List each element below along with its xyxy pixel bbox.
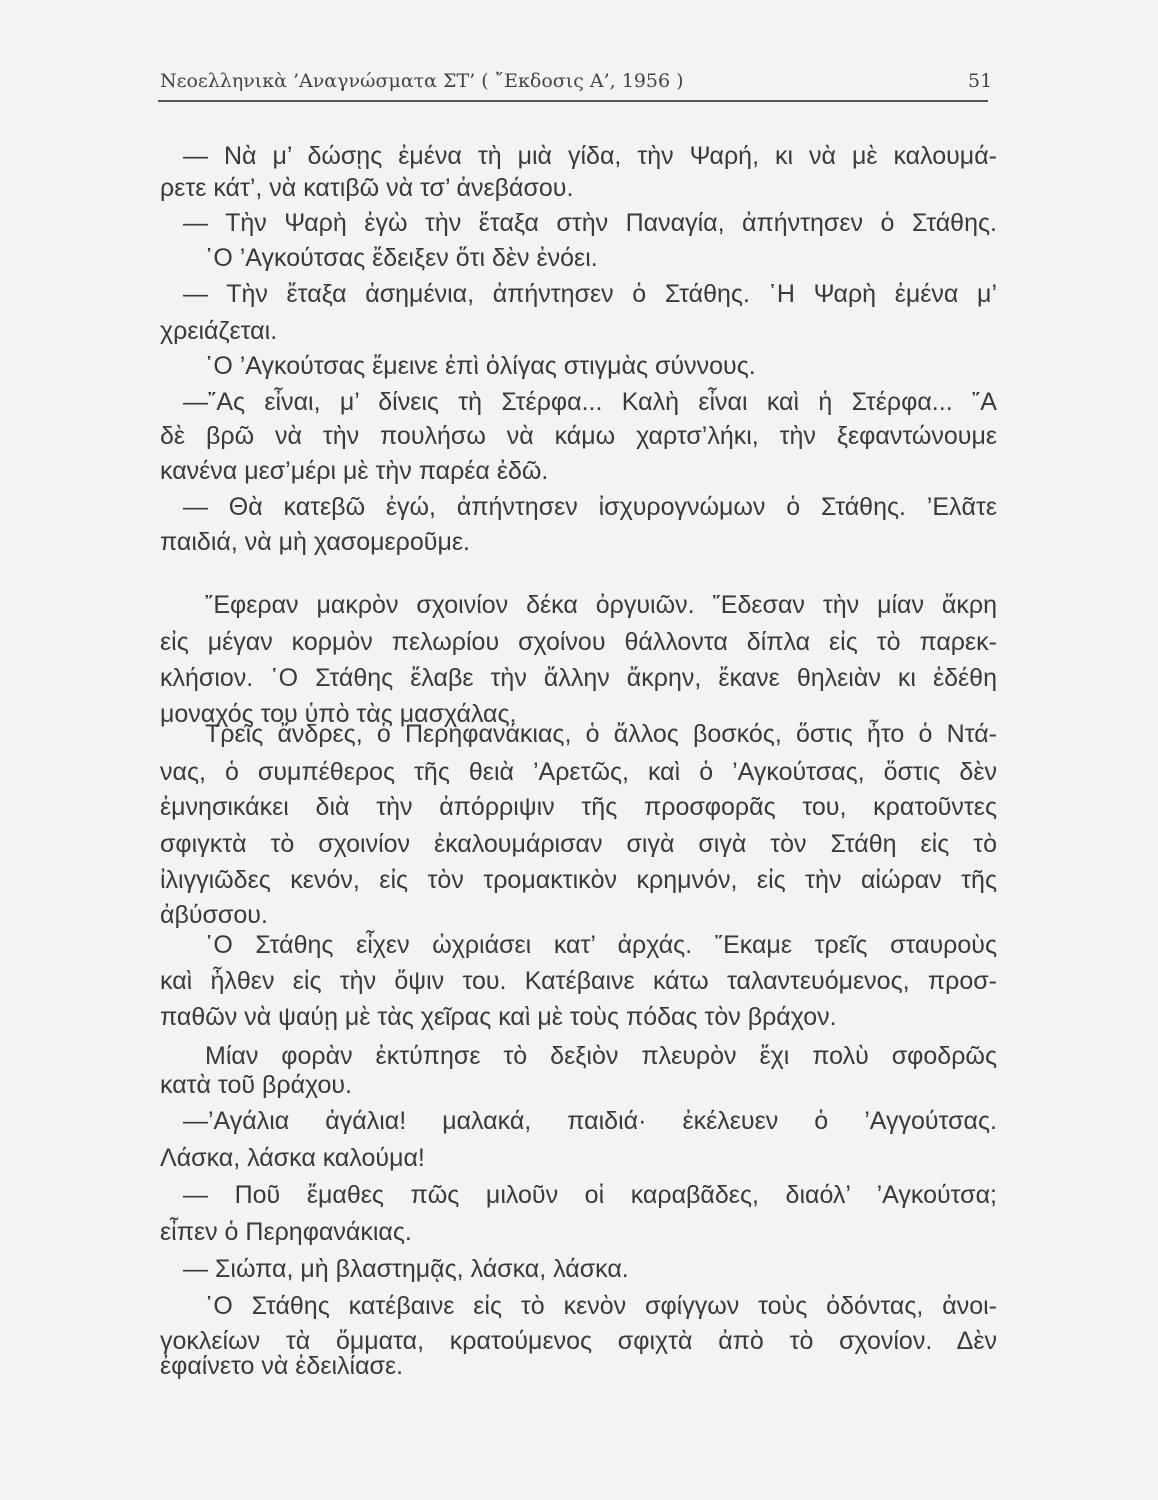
text-line: μοναχός του ὑπὸ τὰς μασχάλας. — [160, 700, 517, 728]
text-line: ἐμνησικάκει διὰ τὴν ἀπόρριψιν τῆς προσφορᾶς του, κρατοῦντες — [160, 793, 997, 821]
text-line: εἶπεν ὁ Περηφανάκιας. — [160, 1218, 412, 1246]
text-line: ῾Ο ’Αγκούτσας ἔδειξεν ὅτι δὲν ἐνόει. — [205, 244, 598, 272]
text-line: γοκλείων τὰ ὄμματα, κρατούμενος σφιχτὰ ἀπὸ τὸ σχονίον. Δὲν — [160, 1327, 997, 1355]
text-line: ἐφαίνετο νὰ ἐδειλίασε. — [160, 1352, 404, 1380]
text-line: Τρεῖς ἄνδρες, ὁ Περηφανάκιας, ὁ ἄλλος βοσκός, ὅστις ἦτο ὁ Ντά- — [205, 720, 997, 748]
text-line: Μίαν φορὰν ἐκτύπησε τὸ δεξιὸν πλευρὸν ἔχι πολὺ σφοδρῶς — [205, 1042, 997, 1070]
text-line: — Νὰ μ’ δώσῃς ἐμένα τὴ μιὰ γίδα, τὴν Ψαρή, κι νὰ μὲ καλουμά- — [183, 142, 997, 170]
page-number: 51 — [968, 70, 993, 92]
text-line: κλήσιον. ῾Ο Στάθης ἔλαβε τὴν ἄλλην ἄκρην, ἔκανε θηλειὰν κι ἐδέθη — [160, 664, 997, 692]
running-header: Νεοελληνικὰ ’Αναγνώσματα ΣΤ’ ( ῎Εκδοσις Α’, 1956 ) — [160, 70, 684, 92]
text-line: δὲ βρῶ νὰ τὴν πουλήσω νὰ κάμω χαρτσ’λήκι, τὴν ξεφαντώνουμε — [160, 422, 997, 450]
text-line: —’Αγάλια ἀγάλια! μαλακά, παιδιά· ἐκέλευεν ὁ ’Αγγούτσας. — [183, 1107, 997, 1135]
text-line: — Ποῦ ἔμαθες πῶς μιλοῦν οἱ καραβᾶδες, διαόλ’ ’Αγκούτσα; — [183, 1181, 997, 1209]
text-line: ῎Εφεραν μακρὸν σχοινίον δέκα ὀργυιῶν. ῎Εδεσαν τὴν μίαν ἄκρη — [205, 591, 997, 619]
text-line: — Τὴν ἔταξα ἀσημένια, ἀπήντησεν ὁ Στάθης. ῾Η Ψαρὴ ἐμένα μ’ — [183, 280, 997, 308]
header-rule — [158, 100, 988, 102]
text-line: παιδιά, νὰ μὴ χασομεροῦμε. — [160, 528, 470, 556]
text-line: — Θὰ κατεβῶ ἐγώ, ἀπήντησεν ἰσχυρογνώμων ὁ Στάθης. ’Ελᾶτε — [183, 493, 997, 521]
text-line: ῾Ο Στάθης κατέβαινε εἰς τὸ κενὸν σφίγγων τοὺς ὀδόντας, ἀνοι- — [205, 1292, 997, 1320]
text-line: κανένα μεσ’μέρι μὲ τὴν παρέα ἐδῶ. — [160, 457, 549, 485]
text-line: καὶ ἦλθεν εἰς τὴν ὄψιν του. Κατέβαινε κάτω ταλαντευόμενος, προσ- — [160, 967, 997, 995]
text-line: ῾Ο ’Αγκούτσας ἔμεινε ἐπὶ ὀλίγας στιγμὰς σύννους. — [205, 352, 756, 380]
text-line: κατὰ τοῦ βράχου. — [160, 1071, 352, 1099]
text-line: ρετε κάτ’, νὰ κατιβῶ νὰ τσ’ ἀνεβάσου. — [160, 174, 574, 202]
text-line: νας, ὁ συμπέθερος τῆς θειὰ ’Αρετῶς, καὶ ὁ ’Αγκούτσας, ὅστις δὲν — [160, 758, 997, 786]
text-line: Λάσκα, λάσκα καλούμα! — [160, 1144, 425, 1172]
text-line: ἰλιγγιῶδες κενόν, εἰς τὸν τρομακτικὸν κρημνόν, εἰς τὴν αἰώραν τῆς — [160, 866, 997, 894]
text-line: ῾Ο Στάθης εἶχεν ὠχριάσει κατ’ ἀρχάς. ῎Εκαμε τρεῖς σταυροὺς — [205, 931, 997, 959]
text-line: ἀβύσσου. — [160, 901, 268, 929]
text-line: —῎Ας εἶναι, μ’ δίνεις τὴ Στέρφα... Καλὴ εἶναι καὶ ἡ Στέρφα... ῎Α — [183, 388, 997, 416]
text-line: παθῶν νὰ ψαύῃ μὲ τὰς χεῖρας καὶ μὲ τοὺς πόδας τὸν βράχον. — [160, 1003, 837, 1031]
text-line: σφιγκτὰ τὸ σχοινίον ἐκαλουμάρισαν σιγὰ σιγὰ τὸν Στάθη εἰς τὸ — [160, 830, 997, 858]
text-line: εἰς μέγαν κορμὸν πελωρίου σχοίνου θάλλοντα δίπλα εἰς τὸ παρεκ- — [160, 628, 997, 656]
text-line: χρειάζεται. — [160, 317, 278, 345]
text-line: — Σιώπα, μὴ βλαστημᾷς, λάσκα, λάσκα. — [183, 1255, 629, 1283]
text-line: — Τὴν Ψαρὴ ἐγὼ τὴν ἔταξα στὴν Παναγία, ἀπήντησεν ὁ Στάθης. — [183, 209, 997, 237]
